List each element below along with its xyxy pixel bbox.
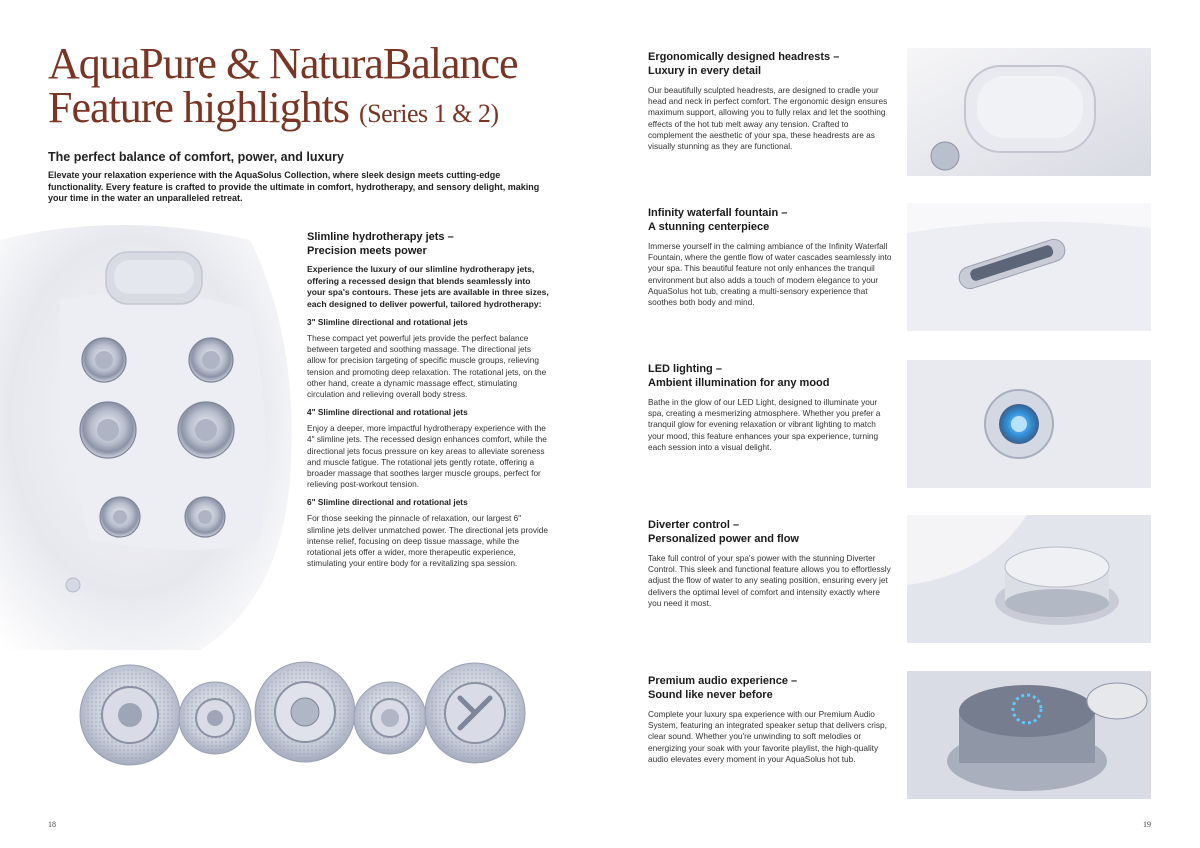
intro-text: Elevate your relaxation experience with the AquaSolus Collection, where sleek design meets cutting-edge functionality. Every feature is crafted to provide the ultimate in comfort, hydrotherapy, and sensory delight, making your time in the water an unparalleled retreat. [48, 170, 540, 203]
feature-text: Immerse yourself in the calming ambiance of the Infinity Waterfall Fountain, where the gentle flow of water cascades seamlessly into your spa. This beautiful feature not only enhances the tranquil environment but also adds a touch of modern elegance to your AquaSolus hot tub, creating a multi-sensory experience that soothes both body and mind. [648, 241, 892, 308]
page-number-left: 18 [48, 820, 56, 829]
led-light-photo [907, 360, 1151, 488]
waterfall-photo [907, 203, 1151, 331]
jets-lead: Experience the luxury of our slimline hydrotherapy jets, offering a recessed design that blends seamlessly into your spa's contours. These jets are available in three sizes, each designed to deliver powerful, tailored hydrotherapy: [307, 264, 549, 309]
feature-heading-2: A stunning centerpiece [648, 221, 770, 233]
jet-size-title: 3" Slimline directional and rotational jets [307, 317, 468, 327]
feature-heading-1: LED lighting – [648, 363, 722, 375]
feature-text: Take full control of your spa's power with the stunning Diverter Control. This sleek and functional feature allows you to effortlessly adjust the flow of water to any seating position, ensuring every jet delivers the optimal level of comfort and intensity exactly where you need it most. [648, 553, 891, 608]
title-main: Feature highlights [48, 83, 349, 132]
feature-led [648, 362, 894, 453]
audio-speaker-photo [907, 671, 1151, 799]
jet-size-text: Enjoy a deeper, more impactful hydrotherapy experience with the 4" slimline jets. The recessed design enhances comfort, while the directional jets focus pressure on key areas to alleviate soreness and muscle fatigue. The rotational jets gently rotate, offering a broader massage that soothes larger muscle groups, perfect for relieving post-workout tension. [307, 423, 547, 490]
feature-heading-2: Luxury in every detail [648, 65, 762, 77]
feature-heading-2: Sound like never before [648, 689, 773, 701]
page-number-right: 19 [1143, 820, 1151, 829]
feature-text: Complete your luxury spa experience with our Premium Audio System, featuring an integrated speaker setup that delivers crisp, clear sound. Whether you're unwinding to soft melodies or energizing your soak with your favorite playlist, the high-quality audio elevates every moment in your AquaSolus hot tub. [648, 709, 887, 764]
jets-heading-2: Precision meets power [307, 245, 427, 257]
feature-text: Our beautifully sculpted headrests, are designed to cradle your head and neck in perfect comfort. The ergonomic design ensures maximum support, allowing you to fully relax and let the soothing effects of the hot tub melt away any tension. Crafted to complement the aesthetic of your spa, these headrests are as visually stunning as they are functional. [648, 85, 888, 152]
feature-waterfall [648, 206, 894, 308]
jet-size-title: 6" Slimline directional and rotational jets [307, 497, 468, 508]
headrest-photo [907, 48, 1151, 176]
feature-diverter [648, 518, 894, 609]
jets-section [307, 230, 550, 569]
subtitle: The perfect balance of comfort, power, and luxury [48, 150, 344, 164]
feature-heading-1: Diverter control – [648, 519, 740, 531]
feature-heading-1: Premium audio experience – [648, 675, 798, 687]
title-line-1: AquaPure & NaturaBalance [48, 39, 518, 88]
feature-heading-1: Infinity waterfall fountain – [648, 207, 788, 219]
feature-heading-2: Personalized power and flow [648, 533, 799, 545]
jet-lineup-photo [70, 660, 540, 770]
feature-headrests [648, 50, 894, 152]
jets-heading-1: Slimline hydrotherapy jets – [307, 231, 454, 243]
feature-text: Bathe in the glow of our LED Light, designed to illuminate your spa, creating a mesmerizing atmosphere. Whether you prefer a tranquil glow for evening relaxation or vibrant lighting to match your mood, this feature enhances your spa experience, turning each session into a visual delight. [648, 397, 881, 452]
feature-heading-1: Ergonomically designed headrests – [648, 51, 840, 63]
feature-audio [648, 674, 894, 765]
diverter-photo [907, 515, 1151, 643]
title-line-2 [48, 83, 568, 136]
feature-heading-2: Ambient illumination for any mood [648, 377, 830, 389]
page-title [48, 39, 568, 136]
title-series: (Series 1 & 2) [358, 99, 499, 128]
jet-size-text: These compact yet powerful jets provide the perfect balance between targeted and soothing massage. The directional jets allow for precision targeting of specific muscle groups, relieving tension and promoting deep relaxation. The rotational jets, on the other hand, create a dynamic massage effect, stimulating circulation and relieving overall body stress. [307, 333, 547, 400]
jet-size-title: 4" Slimline directional and rotational jets [307, 407, 468, 418]
jet-size-text: For those seeking the pinnacle of relaxation, our largest 6" slimline jets deliver unmatched power. The directional jets provide intense relief, focusing on deep tissue massage, while the rotational jets offer a wider, more therapeutic experience, stimulating your entire body for a revitalizing spa session. [307, 513, 549, 569]
spa-seat-photo [0, 220, 300, 650]
